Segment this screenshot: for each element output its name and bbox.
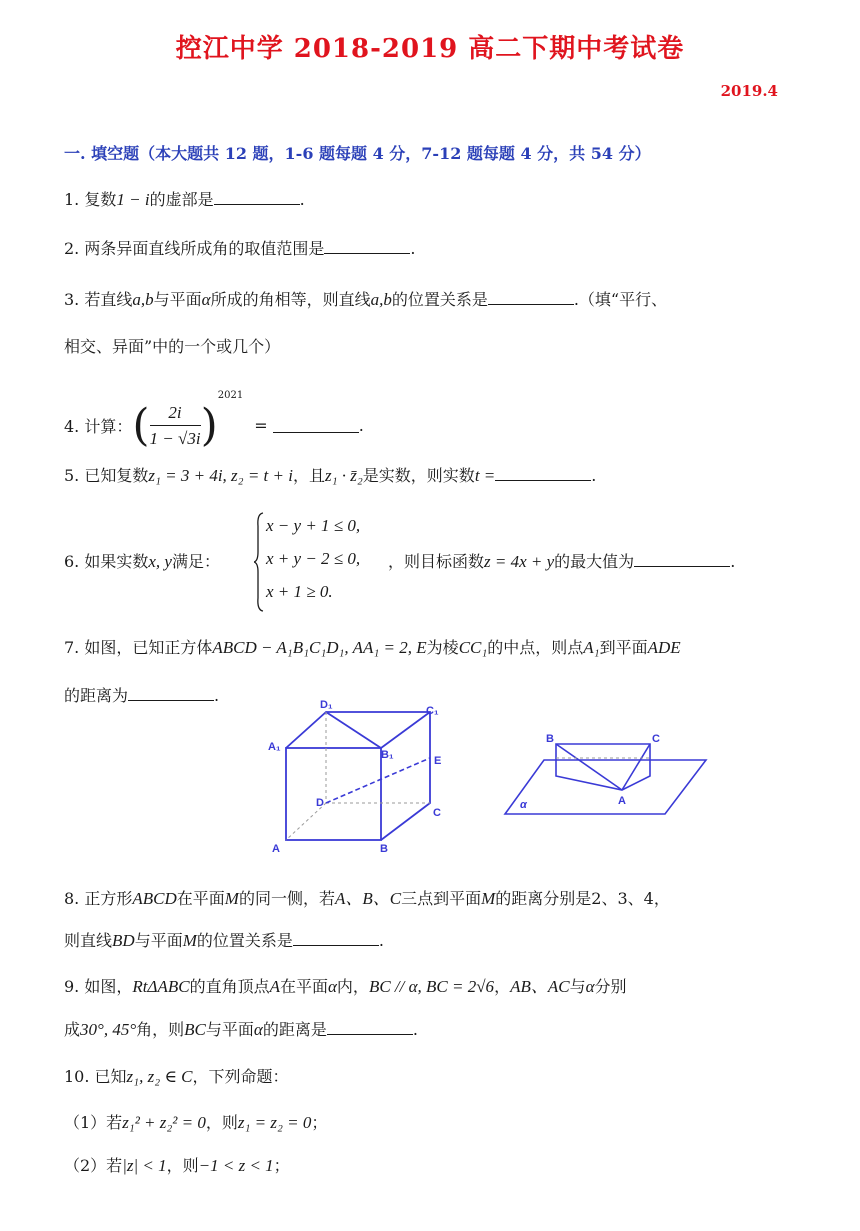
question-8-line-2: 则直线BD与平面M的位置关系是 . (64, 931, 384, 950)
label-e: E (434, 755, 442, 767)
left-brace (254, 512, 264, 612)
question-9: 9. 如图，RtΔABC的直角顶点A在平面α内，BC // α, BC = 2√6，AB、AC与α分别 (64, 977, 627, 996)
cube-back-edges (286, 712, 430, 840)
constraint-3: x + 1 ≥ 0. (266, 582, 333, 601)
label-b: B (380, 843, 388, 855)
answer-blank[interactable] (128, 686, 214, 701)
label-c: C (433, 807, 441, 819)
label-a1: A₁ (268, 741, 281, 753)
segment-de (326, 758, 430, 803)
label-a: A (272, 843, 280, 855)
label-d1: D₁ (320, 699, 333, 711)
question-9-line-2: 成30°, 45°角，则BC与平面α的距离是 . (64, 1020, 418, 1039)
question-3: 3. 若直线a,b与平面α所成的角相等，则直线a,b的位置关系是 .（填“平行、 (64, 290, 668, 309)
label-d: D (316, 797, 324, 809)
answer-blank[interactable] (488, 290, 574, 305)
label-alpha: α (520, 799, 527, 811)
proposition-1: （1）若z₁² + z₂² = 0，则z₁ = z₂ = 0； (64, 1113, 328, 1132)
fraction: $\frac{2i}{1 - √3i}$ (149, 402, 201, 448)
answer-blank[interactable] (495, 466, 591, 481)
proposition-2: （2）若|z| < 1，则−1 < z < 1； (64, 1156, 290, 1175)
section-heading: 一. 填空题（本大题共 12 题，1-6 题每题 4 分，7-12 题每题 4 分，共 54 分） (64, 144, 651, 163)
label-c: C (652, 733, 660, 745)
cube-diagonal-d1b1 (326, 712, 381, 748)
question-4: 4. 计算：( $\frac{2i}{1 - √3i}$ )$^{2021}$ = . (64, 390, 364, 451)
question-7: 7. 如图，已知正方体ABCD − A₁B₁C₁D₁, AA₁ = 2, E为棱CC₁的中点，则点A₁到平面ADE (64, 638, 681, 657)
question-3-line-2: 相交、异面”中的一个或几个） (64, 337, 281, 356)
label-b: B (546, 733, 554, 745)
label-b1: B₁ (381, 749, 394, 761)
answer-blank[interactable] (273, 418, 359, 433)
question-1: 1. 复数1 − i的虚部是 . (64, 190, 305, 209)
question-10: 10. 已知z₁, z₂ ∈ C，下列命题： (64, 1067, 289, 1086)
right-paren: ) (200, 400, 218, 451)
plane-figure (500, 728, 715, 824)
constraint-1: x − y + 1 ≤ 0, (266, 516, 361, 535)
label-a: A (618, 795, 626, 807)
question-7-line-2: 的距离为 . (64, 686, 220, 705)
page-title: 控江中学 2018-2019 高二下期中考试卷 (175, 34, 685, 64)
question-5: 5. 已知复数z₁ = 3 + 4i, z₂ = t + i，且z₁ · z̄₂是实数，则实数t = . (64, 466, 597, 485)
question-6: 6. 如果实数x, y满足： (64, 552, 220, 571)
answer-blank[interactable] (327, 1020, 413, 1035)
label-c1: C₁ (426, 705, 439, 717)
exam-date: 2019.4 (720, 82, 778, 100)
answer-blank[interactable] (324, 239, 410, 254)
question-8: 8. 正方形ABCD在平面M的同一侧，若A、B、C三点到平面M的距离分别是2、3、4， (64, 889, 670, 908)
cube-figure (262, 692, 452, 860)
cube-edge-b1c1 (381, 712, 430, 748)
question-6-tail: ，则目标函数z = 4x + y的最大值为 . (388, 552, 736, 571)
left-paren: ( (132, 400, 150, 451)
constraint-2: x + y − 2 ≤ 0, (266, 549, 361, 568)
cube-front-face (286, 748, 381, 840)
answer-blank[interactable] (214, 190, 300, 205)
question-2: 2. 两条异面直线所成角的取值范围是 . (64, 239, 416, 258)
answer-blank[interactable] (293, 931, 379, 946)
answer-blank[interactable] (634, 552, 730, 567)
